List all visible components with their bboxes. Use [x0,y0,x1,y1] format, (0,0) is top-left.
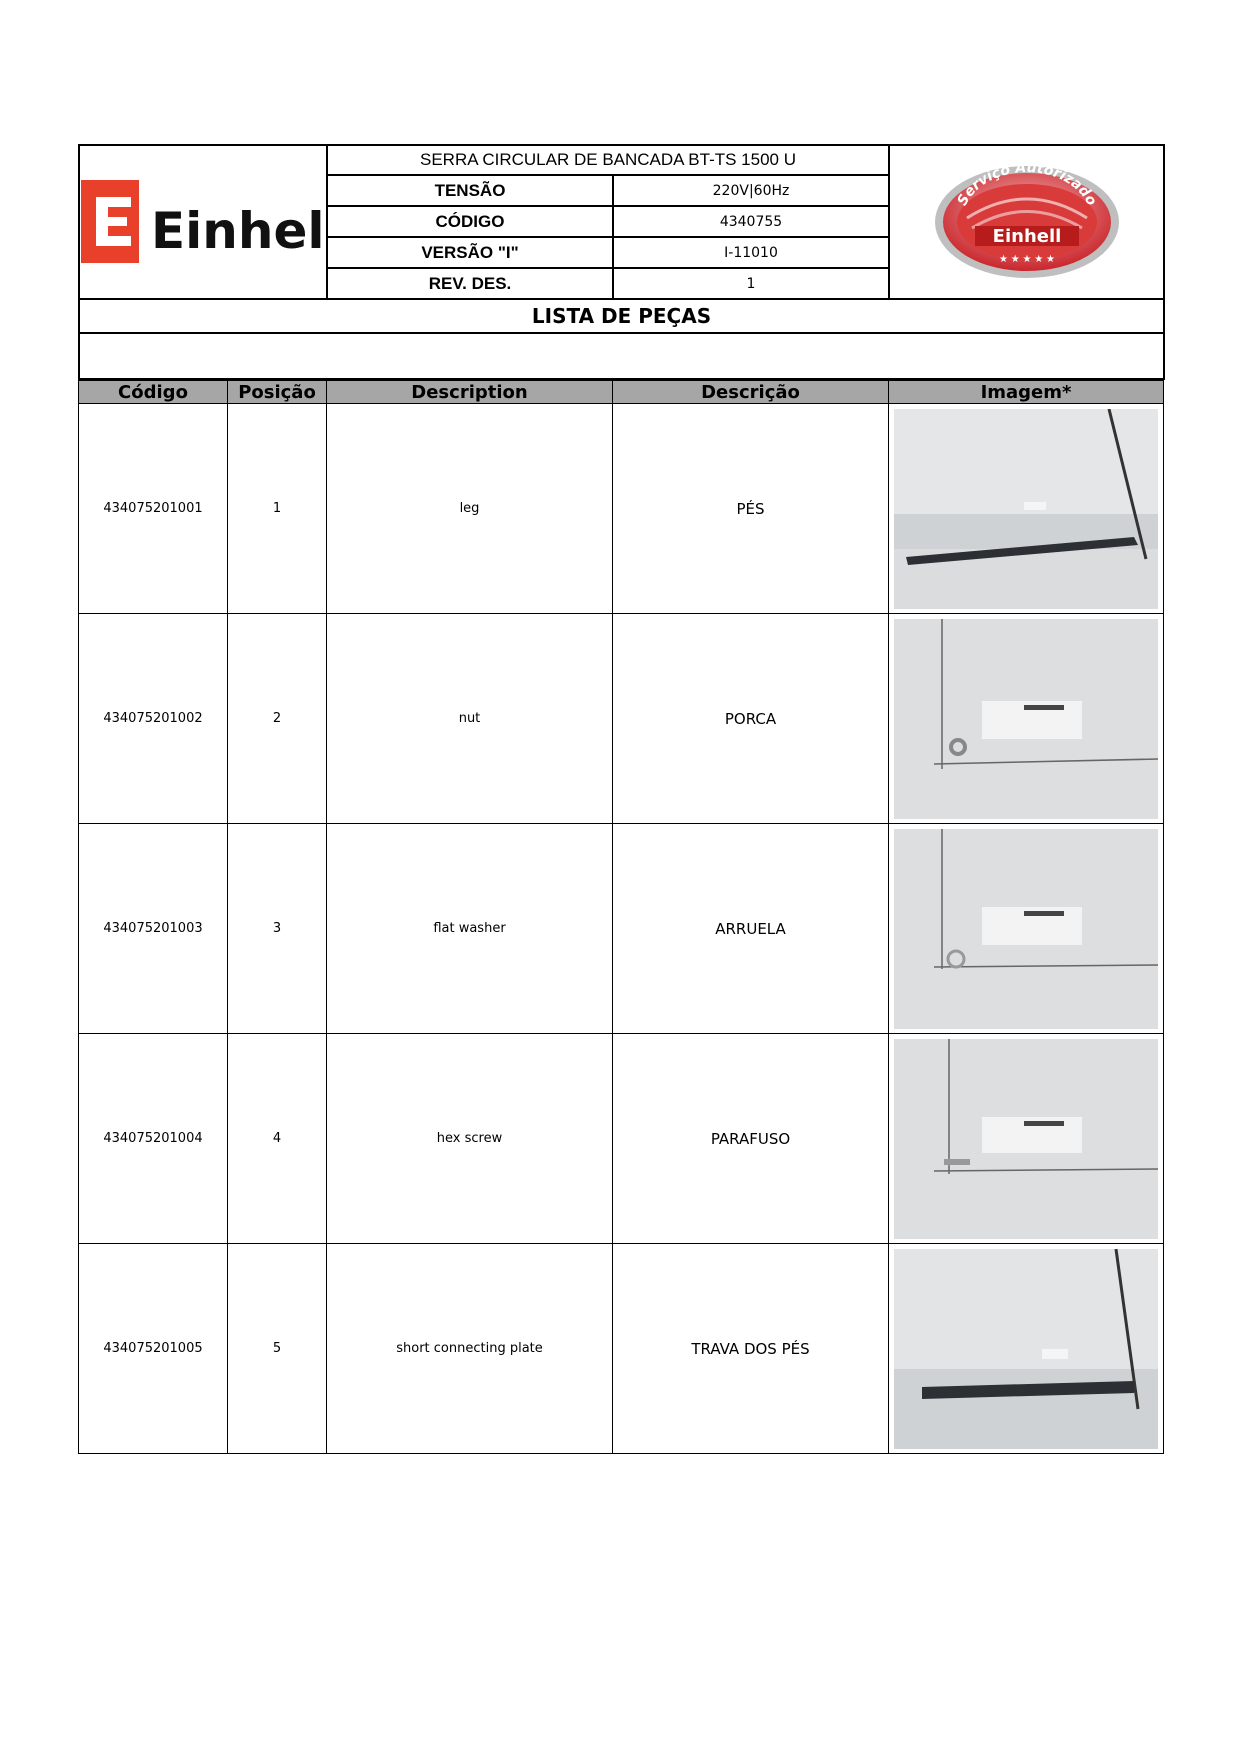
part-image-cell [889,1034,1164,1244]
field-label-rev-des: REV. DES. [327,268,613,299]
field-label-codigo: CÓDIGO [327,206,613,237]
table-row [79,404,1164,614]
blank-row [79,333,1164,379]
einhell-logo-icon [81,155,325,285]
field-label-versao: VERSÃO "I" [327,237,613,268]
svg-text:Einhell: Einhell [151,201,325,260]
table-row [79,1244,1164,1454]
authorized-service-badge [889,145,1164,299]
part-descricao: PÉS [613,404,889,614]
product-title: SERRA CIRCULAR DE BANCADA BT-TS 1500 U [327,145,889,175]
part-description: hex screw [327,1034,613,1244]
column-header-imagem: Imagem* [889,381,1164,404]
authorized-service-badge-icon [927,160,1127,280]
column-header-codigo: Código [79,381,228,404]
column-header-description: Description [327,381,613,404]
part-descricao: PORCA [613,614,889,824]
column-header-descricao: Descrição [613,381,889,404]
part-description: flat washer [327,824,613,1034]
part-image-cell [889,824,1164,1034]
part-position: 5 [228,1244,327,1454]
table-row [79,614,1164,824]
part-position: 3 [228,824,327,1034]
part-code: 434075201001 [79,404,228,614]
part-description: short connecting plate [327,1244,613,1454]
field-label-tensao: TENSÃO [327,175,613,206]
einhell-logo [79,145,327,299]
nut-photo [894,619,1158,819]
column-header-posicao: Posição [228,381,327,404]
part-position: 1 [228,404,327,614]
header-table [78,144,1165,380]
field-value-versao: I-11010 [613,237,889,268]
part-descricao: TRAVA DOS PÉS [613,1244,889,1454]
parts-table [78,380,1164,1454]
part-description: leg [327,404,613,614]
plate-photo [894,1249,1158,1449]
washer-photo [894,829,1158,1029]
part-image-cell [889,1244,1164,1454]
table-row [79,824,1164,1034]
part-image-cell [889,404,1164,614]
part-code: 434075201005 [79,1244,228,1454]
part-code: 434075201003 [79,824,228,1034]
field-value-tensao: 220V|60Hz [613,175,889,206]
part-image-cell [889,614,1164,824]
part-descricao: PARAFUSO [613,1034,889,1244]
column-header-row [79,381,1164,404]
part-description: nut [327,614,613,824]
svg-text:Serviço Autorizado: Serviço Autorizado [953,159,1100,208]
svg-text:Einhell: Einhell [992,225,1061,247]
part-descricao: ARRUELA [613,824,889,1034]
leg-photo [894,409,1158,609]
part-code: 434075201004 [79,1034,228,1244]
list-title: LISTA DE PEÇAS [79,299,1164,333]
field-value-rev-des: 1 [613,268,889,299]
field-value-codigo: 4340755 [613,206,889,237]
table-row [79,1034,1164,1244]
screw-photo [894,1039,1158,1239]
part-position: 4 [228,1034,327,1244]
svg-text:★ ★ ★ ★ ★: ★ ★ ★ ★ ★ [998,253,1055,265]
part-position: 2 [228,614,327,824]
parts-list-sheet [78,144,1163,1454]
part-code: 434075201002 [79,614,228,824]
